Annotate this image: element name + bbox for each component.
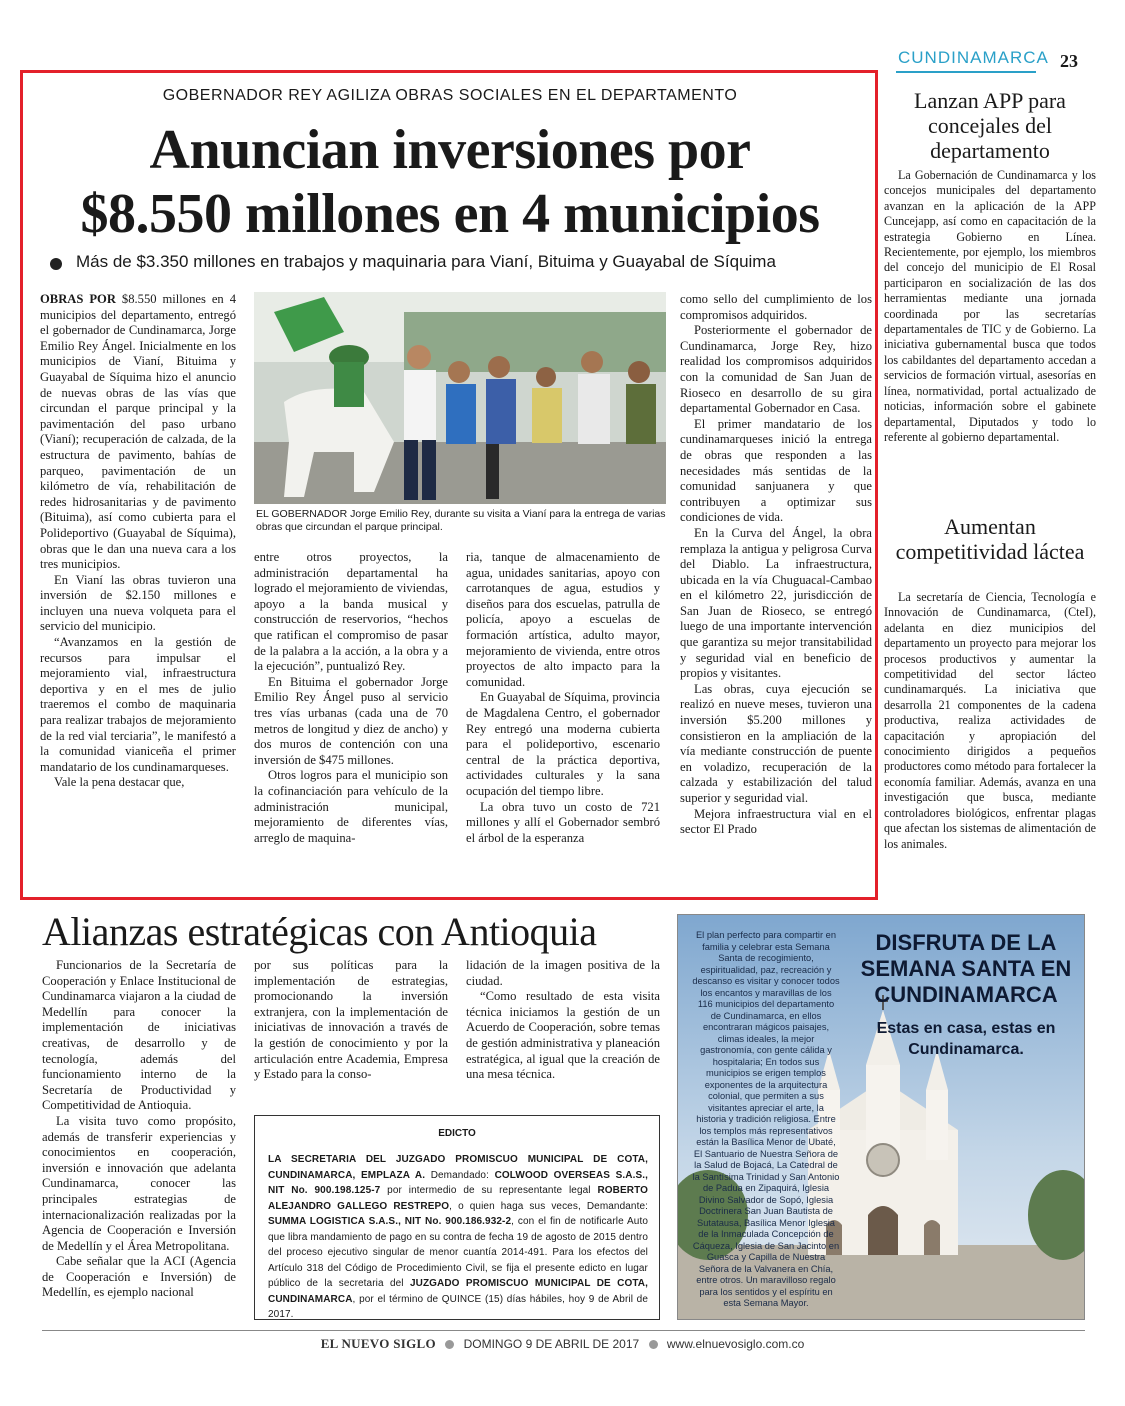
ad-slogan: Estas en casa, estas en Cundinamarca. xyxy=(876,1020,1056,1058)
footer-url[interactable]: www.elnuevosiglo.com.co xyxy=(666,1337,805,1351)
paragraph: La Gobernación de Cundinamarca y los concejos municipales del departamento avanzan en la aplicación de la APP Cuncejapp, así como en capacitación de la estrategia Gobierno en Línea. Recientemente, por ejemplo, los miembros del concejo del municipio de El Rosal participaron en socialización de las dos herramientas mediante una jornada coordinada por las secretarías departamentales de TIC y de Gobierno. La iniciativa gubernamental busca que todos los cabildantes del departamento accedan a servicios de formación virtual, asesorías en línea, normatividad, portal actualizado de noticias, información sobre el gabinete departamental, Diputados y todo lo referente al gobierno departamental. xyxy=(884,168,1096,444)
lead-in: OBRAS POR xyxy=(40,292,116,306)
paragraph-text: $8.550 millones en 4 municipios del departamento, entregó el gobernador de Cundinamarca, Jorge Emilio Rey Ángel. Inicialmente en los municipios de Vianí, Bituima y Guayabal de Síquima hizo el anuncio de nuevas obras de las vías que circundan el parque principal y la pavimentación del paso urbano (Vianí); recuperación de calzada, de la estructura de pavimento, bahías de parqueo, pavimentación de un kilómetro de vía, rehabilitación de redes hidrosanitarias y de pavimento (Bituima), así como cubierta para el Polideportivo (Guayabal de Síquima), obras que le dan una nueva cara a los tres municipios. xyxy=(40,292,236,572)
headline-line-2: $8.550 millones en 4 municipios xyxy=(80,183,820,245)
paragraph: Otros logros para el municipio son la cofinanciación para vehículo de la administración municipal, mejoramiento de diferentes vías, arreglo de maquina- xyxy=(254,768,448,845)
alliance-column-1 xyxy=(42,958,236,1326)
edict-text-bold: COLWOOD OVERSEAS S.A.S., NIT No. 900.198.125-7 xyxy=(268,1169,648,1196)
story-column-3 xyxy=(466,550,660,882)
edict-text: , por el término de QUINCE (15) días hábiles, hoy 9 de Abril de 2017. xyxy=(268,1293,648,1320)
edict-text: Demandado: xyxy=(425,1169,495,1181)
paragraph: Funcionarios de la Secretaría de Cooperación y Enlace Institucional de Cundinamarca viajaron a la ciudad de Medellín para conocer la implementación de iniciativas creativas, de desarrollo y de tecnología, además del funcionamiento interno de la Secretaría de Productividad y Competitividad de Antioquia. xyxy=(42,958,236,1113)
edict-text-bold: LA SECRETARIA DEL JUZGADO PROMISCUO MUNICIPAL DE COTA, CUNDINAMARCA, EMPLAZA A. xyxy=(268,1154,648,1181)
governor-photo xyxy=(254,292,666,504)
story-subhead: Más de $3.350 millones en trabajos y maquinaria para Vianí, Bituima y Guayabal de Síquima xyxy=(76,252,776,271)
side-story-title: Lanzan APP para concejales del departamento xyxy=(914,88,1066,163)
edict-text-bold: SUMMA LOGISTICA S.A.S., NIT No. 900.186.932-2 xyxy=(268,1216,512,1227)
paragraph: Mejora infraestructura vial en el sector El Prado xyxy=(680,806,872,837)
edict-body xyxy=(268,1152,648,1323)
bullet-icon xyxy=(50,258,62,270)
photo-caption: EL GOBERNADOR Jorge Emilio Rey, durante su visita a Vianí para la entrega de varias obras que circundan el parque principal. xyxy=(256,508,666,533)
story-column-1 xyxy=(40,292,236,882)
paragraph: lidación de la imagen positiva de la ciudad. xyxy=(466,958,660,988)
alliance-column-3 xyxy=(466,958,660,1088)
paragraph: “Como resultado de esta visita técnica iniciamos la gestión de un Acuerdo de Cooperación, sobre temas de gestión administrativa y planeación estratégica, al igual que la creación de una mesa técnica. xyxy=(466,989,660,1082)
side-story-title: Aumentan competitividad láctea xyxy=(895,514,1085,564)
edict-text-bold: JUZGADO PROMISCUO MUNICIPAL DE COTA, CUNDINAMARCA xyxy=(268,1278,648,1305)
ad-body-text: El plan perfecto para compartir en familia y celebrar esta Semana Santa de recogimiento, espiritualidad, paz, recreación y descanso es visitar y conocer todos los encantos y maravillas de los 116 municipios del departamento de Cundinamarca, en ellos encontraran mágicos paisajes, climas ideales, la mejor gastronomía, con gente cálida y hospitalaria; En todos sus municipios se erigen templos exponentes de la arquitectura colonial, que permiten a sus visitantes apreciar el arte, la historia y tradición religiosa. Entre los templos más representativos están la Basílica Menor de Ubaté, El Santuario de Nuestra Señora de la Salud de Bojacá, La Catedral de la Santísima Trinidad y San Antonio de Padua en Zipaquirá, Iglesia Divino Salvador de Sopó, Iglesia Doctrinera San Juan Bautista de Sutatausa, Basílica Menor Iglesia de la Inmaculada Concepción de Cáqueza, Iglesia de San Jacinto en Guasca y Capilla de Nuestra Señora de la Valvanera en Chía, entre otros. Un maravilloso regalo para los sentidos y el espíritu en esta Semana Mayor. xyxy=(692,930,840,1308)
paragraph: ria, tanque de almacenamiento de agua, unidades sanitarias, apoyo con carrotanques de agua, estudios y diseños para dos escuelas, patrulla de policía, apoyo a escuelas de formación artística, adulto mayor, mejoramiento de vivienda, entre otros proyectos de alto impacto para la comunidad. xyxy=(466,550,660,689)
separator-dot-icon xyxy=(445,1340,454,1349)
headline-line-1: Anuncian inversiones por xyxy=(149,119,751,181)
edict-text-bold: ROBERTO ALEJANDRO GALLEGO RESTREPO xyxy=(268,1185,648,1212)
story-column-4 xyxy=(680,292,872,882)
story-kicker: GOBERNADOR REY AGILIZA OBRAS SOCIALES EN EL DEPARTAMENTO xyxy=(162,87,738,104)
ad-title: DISFRUTA DE LA SEMANA SANTA EN CUNDINAMARCA xyxy=(860,930,1072,1007)
paragraph: Vale la pena destacar que, xyxy=(54,775,185,790)
edict-title: EDICTO xyxy=(438,1128,476,1139)
alliance-column-2 xyxy=(254,958,448,1088)
newspaper-brand: EL NUEVO SIGLO xyxy=(320,1336,436,1351)
paragraph: como sello del cumplimiento de los compromisos adquiridos. xyxy=(680,292,872,322)
footer-divider xyxy=(42,1330,1085,1331)
paragraph: Cabe señalar que la ACI (Agencia de Cooperación e Inversión) de Medellín, es ejemplo nacional xyxy=(42,1254,236,1300)
edict-text: , con el fin de notificarle Auto que libra mandamiento de pago en su contra de fecha 19 de agosto de 2015 dentro del proceso ejecutivo singular de menor cuantía 2014-491. Para los efectos del Artículo 318 del Código de Procedimiento Civil, se fija el presente edicto en lugar público de la secretaria del xyxy=(268,1216,649,1289)
story-column-2 xyxy=(254,550,448,882)
edict-text: por intermedio de su representante legal xyxy=(380,1185,598,1196)
paragraph: La visita tuvo como propósito, además de transferir experiencias y conocimientos en cooperación, inversión e innovación que adelanta Cundinamarca, conocer las principales estrategias de internacionalización realizadas por la Agencia de Cooperación e Inversión de Medellín y el Área Metropolitana. xyxy=(42,1113,236,1253)
paragraph: El primer mandatario de los cundinamarqueses inició la entrega de obras que responden a las necesidades más sentidas de la comunidad sanjuanera y que contribuyen a optimizar sus condiciones de vida. xyxy=(680,416,872,525)
paragraph: La obra tuvo un costo de 721 millones y allí el Gobernador sembró el árbol de la esperanza xyxy=(466,799,660,845)
paragraph: Las obras, cuya ejecución se realizó en nueve meses, tuvieron una inversión $5.200 millones y consistieron en la ampliación de la vía mediante construcción de puente en voladizo, recuperación de la calzada y estabilización del talud superior y seguridad vial. xyxy=(680,681,872,805)
section-underline xyxy=(896,71,1036,73)
paragraph: Posteriormente el gobernador de Cundinamarca, Jorge Rey, hizo realidad los compromisos adquiridos con la comunidad de San Juan de Rioseco en desarrollo de su gira departamental Gobernador en Casa. xyxy=(680,323,872,416)
paragraph: En Bituima el gobernador Jorge Emilio Rey Ángel puso al servicio tres vías urbanas (cada una de 70 metros de longitud y diez de ancho) y dos muros de contención con una inversión de $475 millones. xyxy=(254,674,448,767)
alliance-headline: Alianzas estratégicas con Antioquia xyxy=(42,909,597,954)
side-story-body xyxy=(884,590,1096,890)
paragraph xyxy=(40,292,236,573)
page-number: 23 xyxy=(1060,51,1078,71)
section-label: CUNDINAMARCA xyxy=(898,48,1049,67)
paragraph: “Avanzamos en la gestión de recursos para impulsar el mejoramiento vial, infraestructura deportiva y en el mes de julio traeremos el combo de maquinaria para realizar trabajos de mejoramiento de la red vial terciaria”, le manifestó a la comunidad vianiceña el primer mandatario de los cundinamarqueses. xyxy=(40,635,236,774)
page-footer xyxy=(0,1336,1125,1352)
paragraph: La secretaría de Ciencia, Tecnología e Innovación de Cundinamarca, (CteI), adelanta en diez municipios del departamento un proyecto para mejorar los procesos productivos y aumentar la competitividad del sector lácteo cundinamarqués. La iniciativa que desarrolla 21 componentes de la cadena productiva, realiza actividades de capacitación y apropiación del conocimiento dirigidos a pequeños productores como método para fortalecer la economía familiar. Además, avanza en una investigación que busca, mediante controladores biológicos, enfrentar plagas que afectan los sistemas de alimentación de los animales. xyxy=(884,590,1096,851)
paragraph: por sus políticas para la implementación de estrategias, promocionando la inversión extranjera, con la implementación de iniciativas de innovación a través de la gestión de conocimiento y por la articulación entre Academia, Empresa y Estado para la conso- xyxy=(254,958,448,1082)
separator-dot-icon xyxy=(649,1340,658,1349)
paragraph: En Guayabal de Síquima, provincia de Magdalena Centro, el gobernador Rey entregó una moderna cubierta para el polideportivo, escenario central de la práctica deportiva, actividades culturales y la sana ocupación del tiempo libre. xyxy=(466,690,660,798)
footer-date: DOMINGO 9 DE ABRIL DE 2017 xyxy=(463,1337,640,1351)
paragraph: entre otros proyectos, la administración departamental ha logrado el mejoramiento de viviendas, apoyo a la banda musical y construcción de reservorios, “hechos que ratifican el compromiso de pasar de la palabra a la acción, a la obra y a la ejecución”, puntualizó Rey. xyxy=(254,550,448,674)
side-story-body xyxy=(884,168,1096,510)
paragraph: En la Curva del Ángel, la obra remplaza la antigua y peligrosa Curva del Diablo. La infraestructura, ubicada en la vía Chuguacal-Cambao en el kilómetro 22, jurisdicción de San Juan de Rioseco, se entregó luego de una importante intervención que garantiza su mejor transitabilidad y seguridad vial en beneficio de propios y visitantes. xyxy=(680,525,872,681)
paragraph: En Vianí las obras tuvieron una inversión de $2.150 millones e incluyen una nueva volqueta para el servicio del municipio. xyxy=(40,572,236,634)
edict-text: , o quien haga sus veces, Demandante: xyxy=(449,1200,648,1212)
